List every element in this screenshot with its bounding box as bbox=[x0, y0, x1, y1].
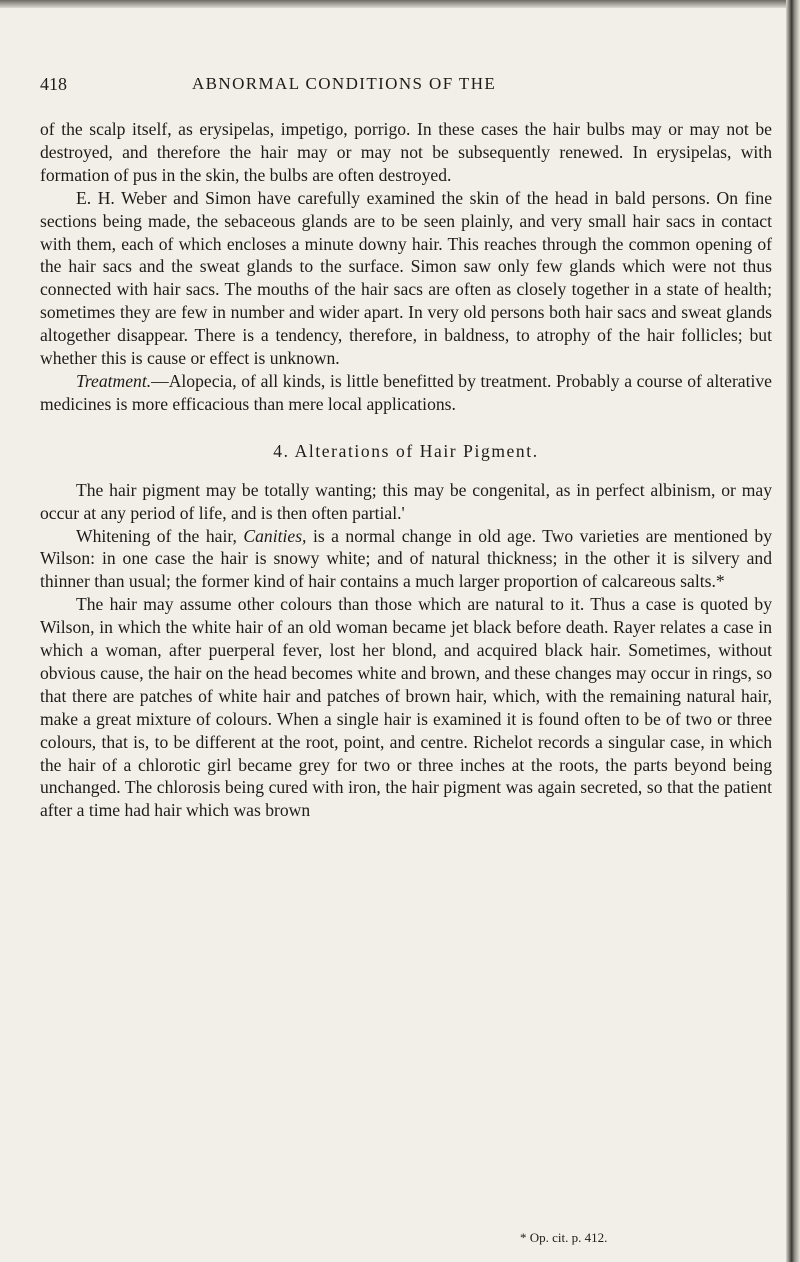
canities-lead: Whitening of the hair, bbox=[76, 525, 237, 546]
paragraph-canities bbox=[40, 525, 772, 594]
section-heading: 4. Alterations of Hair Pigment. bbox=[273, 440, 539, 461]
canities-label: Canities, bbox=[243, 525, 307, 546]
page-top-shadow bbox=[0, 0, 800, 8]
paragraph-treatment bbox=[40, 370, 772, 416]
treatment-text: —Alopecia, of all kinds, is little benefitted by treatment. Probably a course of alterative medicines is more efficacious than mere local applications. bbox=[40, 370, 772, 414]
treatment-label: Treatment. bbox=[76, 370, 152, 391]
paragraph-2: E. H. Weber and Simon have carefully examined the skin of the head in bald persons. On fine sections being made, the sebaceous glands are to be seen plainly, and very small hair sacs in contact with them, each of which encloses a minute downy hair. This reaches through the common opening of the hair sacs and the sweat glands to the surface. Simon saw only few glands which were not thus connected with hair sacs. The mouths of the hair sacs are often as closely together in a state of health; sometimes they are few in number and wider apart. In very old persons both hair sacs and sweat glands altogether disappear. There is a tendency, therefore, in baldness, to atrophy of the hair follicles; but whether this is cause or effect is unknown. bbox=[40, 187, 772, 369]
canities-text: is a normal change in old age. Two varieties are mentioned by Wilson: in one case the hair is snowy white; and of natural thickness; in the other it is silvery and thinner than usual; the former kind of hair contains a much larger proportion of calcareous salts.* bbox=[40, 525, 772, 592]
running-head: ABNORMAL CONDITIONS OF THE bbox=[192, 74, 497, 93]
paragraph-1: of the scalp itself, as erysipelas, impetigo, porrigo. In these cases the hair bulbs may or may not be destroyed, and therefore the hair may or may not be subsequently renewed. In erysipelas, with formation of pus in the skin, the bulbs are often destroyed. bbox=[40, 119, 772, 185]
paragraph-6: The hair may assume other colours than those which are natural to it. Thus a case is quoted by Wilson, in which the white hair of an old woman became jet black before death. Rayer relates a case in which a woman, after puerperal fever, lost her blond, and acquired black hair. Sometimes, without obvious cause, the hair on the head becomes white and brown, and these changes may occur in rings, so that there are patches of white hair and patches of brown hair, which, with the remaining natural hair, make a great mixture of colours. When a single hair is examined it is found often to be of two or three colours, that is, to be different at the root, point, and centre. Richelot records a singular case, in which the hair of a chlorotic girl became grey for two or three inches at the roots, the parts beyond being unchanged. The chlorosis being cured with iron, the hair pigment was again secreted, so that the patient after a time had hair which was brown bbox=[40, 594, 772, 821]
paragraph-4: The hair pigment may be totally wanting; this may be congenital, as in perfect albinism, or may occur at any period of life, and is then often partial.' bbox=[40, 479, 772, 523]
footnote: * Op. cit. p. 412. bbox=[520, 1230, 608, 1245]
body-text bbox=[40, 118, 772, 822]
page-header bbox=[40, 66, 770, 96]
page-number: 418 bbox=[40, 74, 67, 94]
book-spine-edge bbox=[786, 0, 800, 1262]
